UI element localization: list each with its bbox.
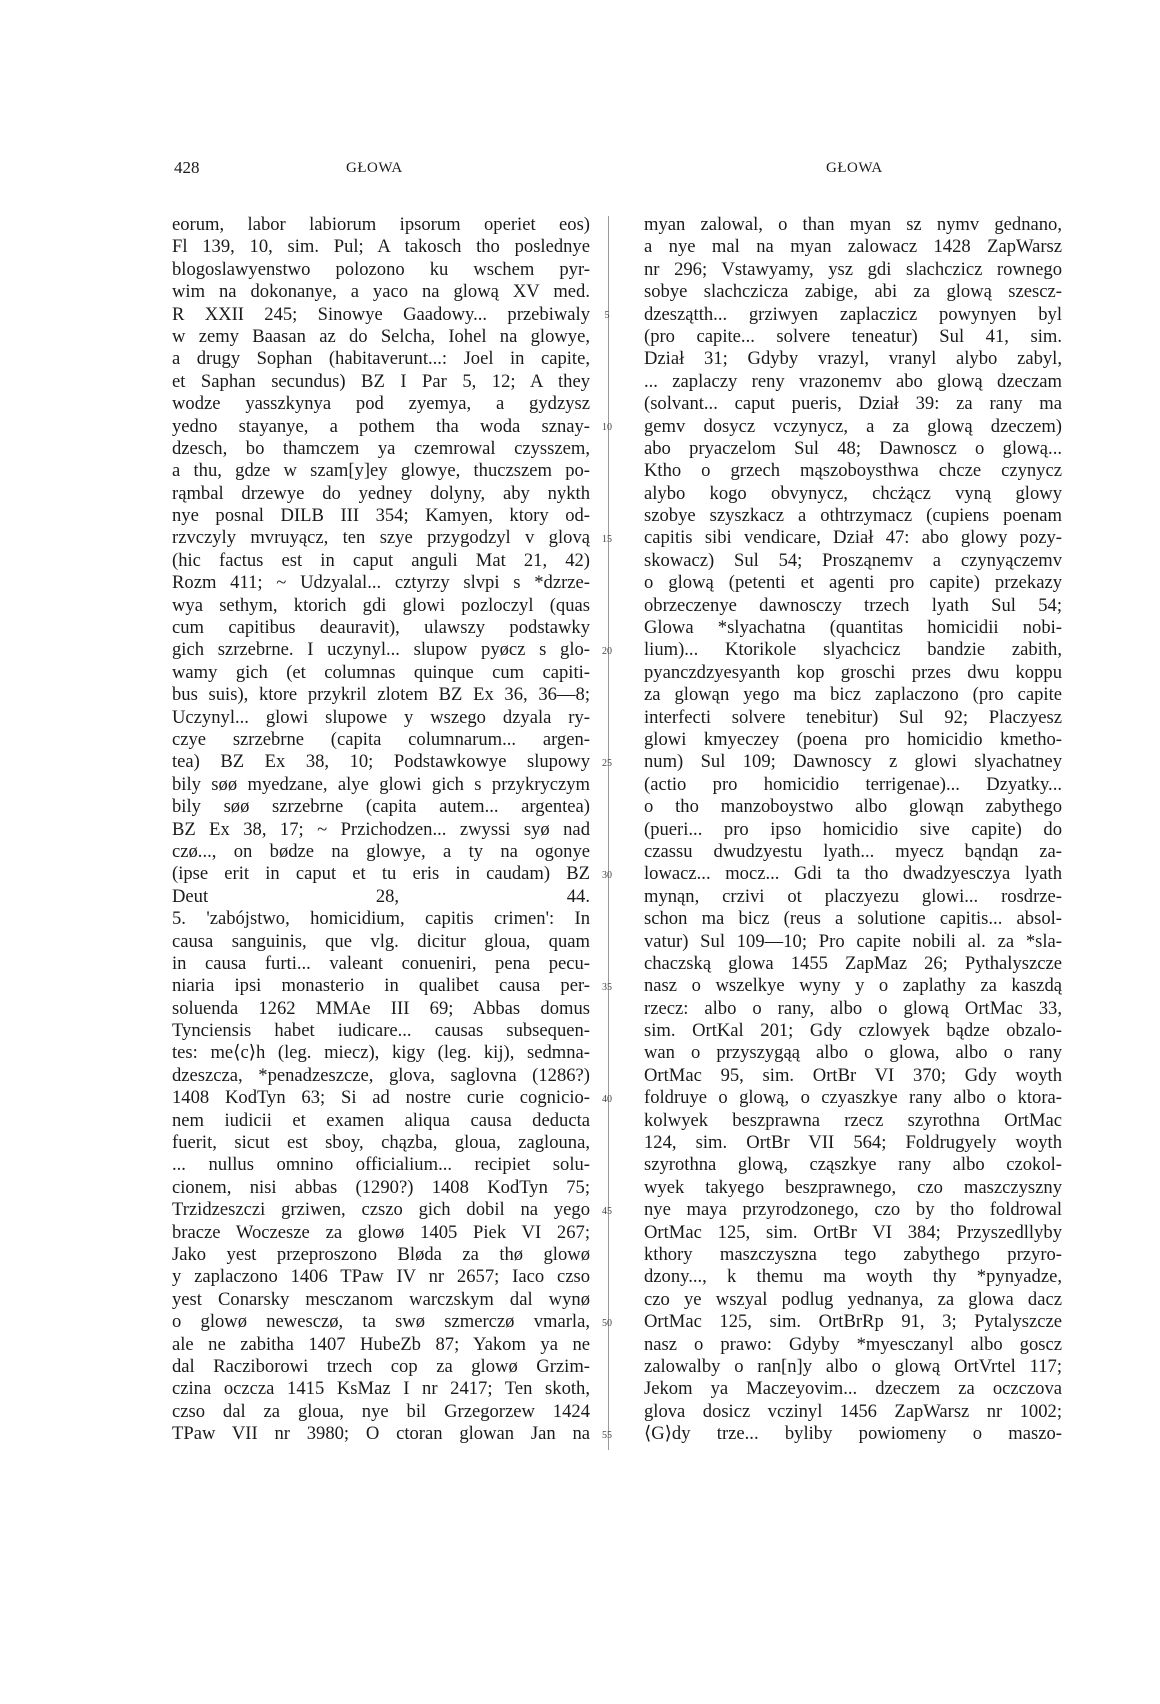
text-line: 1408 KodTyn 63; Si ad nostre curie cognicio- xyxy=(172,1087,590,1109)
text-line: glova dosicz vczinyl 1456 ZapWarsz nr 1002; xyxy=(644,1400,1062,1422)
line-number: 35 xyxy=(602,981,612,993)
line-number: 25 xyxy=(602,757,612,769)
text-line: wim na dokonanye, a yaco na glową XV med. xyxy=(172,281,590,303)
text-line: soluenda 1262 MMAe III 69; Abbas domus xyxy=(172,997,590,1019)
text-line: vatur) Sul 109—10; Pro capite nobili al. za *sla- xyxy=(644,930,1062,952)
text-line: eorum, labor labiorum ipsorum operiet eos) xyxy=(172,214,590,235)
text-line: R XXII 245; Sinowye Gaadowy... przebiwaly xyxy=(172,303,590,325)
text-line: causa sanguinis, que vlg. dicitur gloua, quam xyxy=(172,930,590,952)
page-number: 428 xyxy=(174,158,200,177)
text-line: nasz o prawo: Gdyby *myesczanyl albo goscz xyxy=(644,1333,1062,1355)
right-running-head: GŁOWA xyxy=(826,160,883,176)
text-line: ... nullus omnino officialium... recipiet solu- xyxy=(172,1154,590,1176)
line-number: 10 xyxy=(602,421,612,433)
text-line: rąmbal drzewye do yedney dolyny, aby nykth xyxy=(172,482,590,504)
text-line: wodze yasszkynya pod zyemya, a gydzysz xyxy=(172,393,590,415)
text-line: OrtMac 125, sim. OrtBr VI 384; Przyszedllyby xyxy=(644,1221,1062,1243)
text-line: cum capitibus deauravit), ulawszy podstawky xyxy=(172,617,590,639)
text-line: o tho manzoboystwo albo glowąn zabythego xyxy=(644,796,1062,818)
text-line: (hic factus est in caput anguli Mat 21, 42) xyxy=(172,549,590,571)
text-line: mynąn, crzivi ot placzyezu glowi... rosdrze- xyxy=(644,885,1062,907)
text-line: chaczską glowa 1455 ZapMaz 26; Pythalyszcze xyxy=(644,952,1062,974)
text-line: yest Conarsky mesczanom warczskym dal wynø xyxy=(172,1288,590,1310)
right-column xyxy=(644,214,1062,1445)
text-line: yedno stayanye, a pothem tha woda sznay- xyxy=(172,415,590,437)
text-line: dzeszcza, *penadzeszcze, glova, saglovna (1286?) xyxy=(172,1064,590,1086)
text-line: (pueri... pro ipso homicidio sive capite) do xyxy=(644,818,1062,840)
text-line: czo ye wszyal podlug yednanya, za glowa dacz xyxy=(644,1288,1062,1310)
text-line: ... zaplaczy reny vrazonemv abo glową dzeczam xyxy=(644,370,1062,392)
text-line: Trzidzeszczi grziwen, czszo gich dobil na yego xyxy=(172,1199,590,1221)
text-line: tea) BZ Ex 38, 10; Podstawkowye slupowy xyxy=(172,751,590,773)
line-number: 30 xyxy=(602,869,612,881)
text-line: Deut 28, 44. xyxy=(172,885,590,907)
text-line: fuerit, sicut est sboy, chązba, gloua, zaglouna, xyxy=(172,1132,590,1154)
text-line: capitis sibi vendicare, Dział 47: abo glowy pozy- xyxy=(644,527,1062,549)
page-header xyxy=(0,158,1160,188)
text-line: Jekom ya Maczeyovim... dzeczem za oczczova xyxy=(644,1378,1062,1400)
text-line: nye maya przyrodzonego, czo by tho foldrowal xyxy=(644,1199,1062,1221)
line-number: 20 xyxy=(602,645,612,657)
line-number: 45 xyxy=(602,1205,612,1217)
text-line: gich szrzebrne. I uczynyl... slupow pyøcz s glo- xyxy=(172,639,590,661)
text-line: glowi kmyeczey (poena pro homicidio kmetho- xyxy=(644,728,1062,750)
text-line: interfecti solvere tenebitur) Sul 92; Placzyesz xyxy=(644,706,1062,728)
text-line: bus suis), ktore przykril zlotem BZ Ex 36, 36—8; xyxy=(172,684,590,706)
text-line: blogoslawyenstwo polozono ku wschem pyr- xyxy=(172,258,590,280)
text-line: lowacz... mocz... Gdi ta tho dwadzyesczya lyath xyxy=(644,863,1062,885)
text-line: kolwyek beszprawna rzecz szyrothna OrtMac xyxy=(644,1109,1062,1131)
line-number: 5 xyxy=(604,309,610,321)
text-line: niaria ipsi monasterio in qualibet causa per- xyxy=(172,975,590,997)
text-line: in causa furti... valeant conueniri, pena pecu- xyxy=(172,952,590,974)
text-line: BZ Ex 38, 17; ~ Przichodzen... zwyssi syø nad xyxy=(172,818,590,840)
text-line: (solvant... caput pueris, Dział 39: za rany ma xyxy=(644,393,1062,415)
text-line: Jako yest przeproszono Bløda za thø glowø xyxy=(172,1243,590,1265)
text-line: bily søø szrzebrne (capita autem... argentea) xyxy=(172,796,590,818)
text-line: cionem, nisi abbas (1290?) 1408 KodTyn 75; xyxy=(172,1176,590,1198)
text-line: tes: me⟨c⟩h (leg. miecz), kigy (leg. kij), sedmna- xyxy=(172,1042,590,1064)
text-line: Fl 139, 10, sim. Pul; A takosch tho poslednye xyxy=(172,236,590,258)
text-line: OrtMac 95, sim. OrtBr VI 370; Gdy woyth xyxy=(644,1064,1062,1086)
text-line: abo pryaczelom Sul 48; Dawnoscz o glową... xyxy=(644,437,1062,459)
text-line: wya sethym, ktorich gdi glowi pozloczyl (quas xyxy=(172,594,590,616)
text-line: (ipse erit in caput et tu eris in caudam) BZ xyxy=(172,863,590,885)
text-line: bily søø myedzane, alye glowi gich s przykryczym xyxy=(172,773,590,795)
text-line: o glową (petenti et agenti pro capite) przekazy xyxy=(644,572,1062,594)
text-line: Glowa *slyachatna (quantitas homicidii nobi- xyxy=(644,617,1062,639)
line-number: 15 xyxy=(602,533,612,545)
text-line: gemv dosycz vczynycz, a za glową dzeczem) xyxy=(644,415,1062,437)
text-line: pyanczdzyesyanth kop groschi przes dwu koppu xyxy=(644,661,1062,683)
left-column xyxy=(172,214,590,1445)
line-number: 55 xyxy=(602,1429,612,1441)
text-line: nr 296; Vstawyamy, ysz gdi slachczicz rownego xyxy=(644,258,1062,280)
text-line: rzecz: albo o rany, albo o glową OrtMac 33, xyxy=(644,997,1062,1019)
line-number: 50 xyxy=(602,1317,612,1329)
text-line: 5. 'zabójstwo, homicidium, capitis crimen': In xyxy=(172,908,590,930)
text-line: obrzeczenye dawnosczy trzech lyath Sul 54; xyxy=(644,594,1062,616)
text-line: sobye slachczicza zabige, abi za glową szescz- xyxy=(644,281,1062,303)
text-line: czye szrzebrne (capita columnarum... argen- xyxy=(172,728,590,750)
text-line: rzvczyly mvruyącz, ten szye przygodzyl v glovą xyxy=(172,527,590,549)
left-running-head: GŁOWA xyxy=(346,160,403,176)
text-line: czso dal za gloua, nye bil Grzegorzew 1424 xyxy=(172,1400,590,1422)
text-line: za glowąn yego ma bicz zaplaczono (pro capite xyxy=(644,684,1062,706)
line-number: 40 xyxy=(602,1093,612,1105)
text-line: foldruye o glową, o czyaszkye rany albo o ktora- xyxy=(644,1087,1062,1109)
text-line: Ktho o grzech mąszoboysthwa chcze czynycz xyxy=(644,460,1062,482)
text-line: dzeszątth... grziwyen zaplaczicz powynyen byl xyxy=(644,303,1062,325)
text-line: schon ma bicz (reus a solutione capitis... absol- xyxy=(644,908,1062,930)
text-line: szyrothna glową, cząszkye rany albo czokol- xyxy=(644,1154,1062,1176)
text-line: 124, sim. OrtBr VII 564; Foldrugyely woyth xyxy=(644,1132,1062,1154)
column-divider xyxy=(608,216,609,1450)
text-line: Dział 31; Gdyby vrazyl, vranyl alybo zabyl, xyxy=(644,348,1062,370)
text-line: a drugy Sophan (habitaverunt...: Joel in capite, xyxy=(172,348,590,370)
text-line: alybo kogo obvynycz, chcżącz vyną glowy xyxy=(644,482,1062,504)
text-line: wamy gich (et columnas quinque cum capiti- xyxy=(172,661,590,683)
text-line: zalowalby o ran[n]y albo o glową OrtVrtel 117; xyxy=(644,1355,1062,1377)
text-line: Tynciensis habet iudicare... causas subsequen- xyxy=(172,1020,590,1042)
text-line: szobye szyszkacz a othtrzymacz (cupiens poenam xyxy=(644,505,1062,527)
text-line: dal Racziborowi trzech cop za glowø Grzim- xyxy=(172,1355,590,1377)
text-line: skowacz) Sul 54; Prosząnemv a czynyączemv xyxy=(644,549,1062,571)
text-line: et Saphan secundus) BZ I Par 5, 12; A they xyxy=(172,370,590,392)
text-line: num) Sul 109; Dawnoscy z glowi slyachatney xyxy=(644,751,1062,773)
text-line: ⟨G⟩dy trze... byliby powiomeny o maszo- xyxy=(644,1423,1062,1445)
text-line: w zemy Baasan az do Selcha, Iohel na glowye, xyxy=(172,325,590,347)
text-line: (pro capite... solvere teneatur) Sul 41, sim. xyxy=(644,325,1062,347)
text-line: ale ne zabitha 1407 HubeZb 87; Yakom ya ne xyxy=(172,1333,590,1355)
text-line: a thu, gdze w szam[y]ey glowye, thuczszem po- xyxy=(172,460,590,482)
text-line: OrtMac 125, sim. OrtBrRp 91, 3; Pytalyszcze xyxy=(644,1311,1062,1333)
text-line: nasz o wszelkye wyny y o zaplathy za kaszdą xyxy=(644,975,1062,997)
text-line: nye posnal DILB III 354; Kamyen, ktory od- xyxy=(172,505,590,527)
text-line: czø..., on bødze na glowye, a ty na ogonye xyxy=(172,840,590,862)
text-line: (actio pro homicidio terrigenae)... Dzyatky... xyxy=(644,773,1062,795)
text-line: czina oczcza 1415 KsMaz I nr 2417; Ten skoth, xyxy=(172,1378,590,1400)
text-line: Uczynyl... glowi slupowe y wszego dzyala ry- xyxy=(172,706,590,728)
text-line: Rozm 411; ~ Udzyalal... cztyrzy slvpi s *dzrze- xyxy=(172,572,590,594)
text-line: wyek takyego beszprawnego, czo maszczyszny xyxy=(644,1176,1062,1198)
text-line: myan zalowal, o than myan sz nymv gednano, xyxy=(644,214,1062,235)
text-line: lium)... Ktorikole slyachcicz bandzie zabith, xyxy=(644,639,1062,661)
text-line: bracze Woczesze za glowø 1405 Piek VI 267; xyxy=(172,1221,590,1243)
text-line: a nye mal na myan zalowacz 1428 ZapWarsz xyxy=(644,236,1062,258)
text-line: TPaw VII nr 3980; O ctoran glowan Jan na xyxy=(172,1423,590,1445)
text-line: kthory maszczyszna tego zabythego przyro- xyxy=(644,1243,1062,1265)
text-line: dzesch, bo thamczem ya czemrowal czysszem, xyxy=(172,437,590,459)
text-line: o glowø newesczø, ta swø szmerczø vmarla, xyxy=(172,1311,590,1333)
text-line: y zaplaczono 1406 TPaw IV nr 2657; Iaco czso xyxy=(172,1266,590,1288)
text-line: nem iudicii et examen aliqua causa deducta xyxy=(172,1109,590,1131)
text-line: czassu dwudzyestu lyath... myecz bąndąn za- xyxy=(644,840,1062,862)
text-line: dzony..., k themu ma woyth thy *pynyadze, xyxy=(644,1266,1062,1288)
text-line: sim. OrtKal 201; Gdy czlowyek bądze obzalo- xyxy=(644,1020,1062,1042)
text-line: wan o przyszygąą albo o glowa, albo o rany xyxy=(644,1042,1062,1064)
